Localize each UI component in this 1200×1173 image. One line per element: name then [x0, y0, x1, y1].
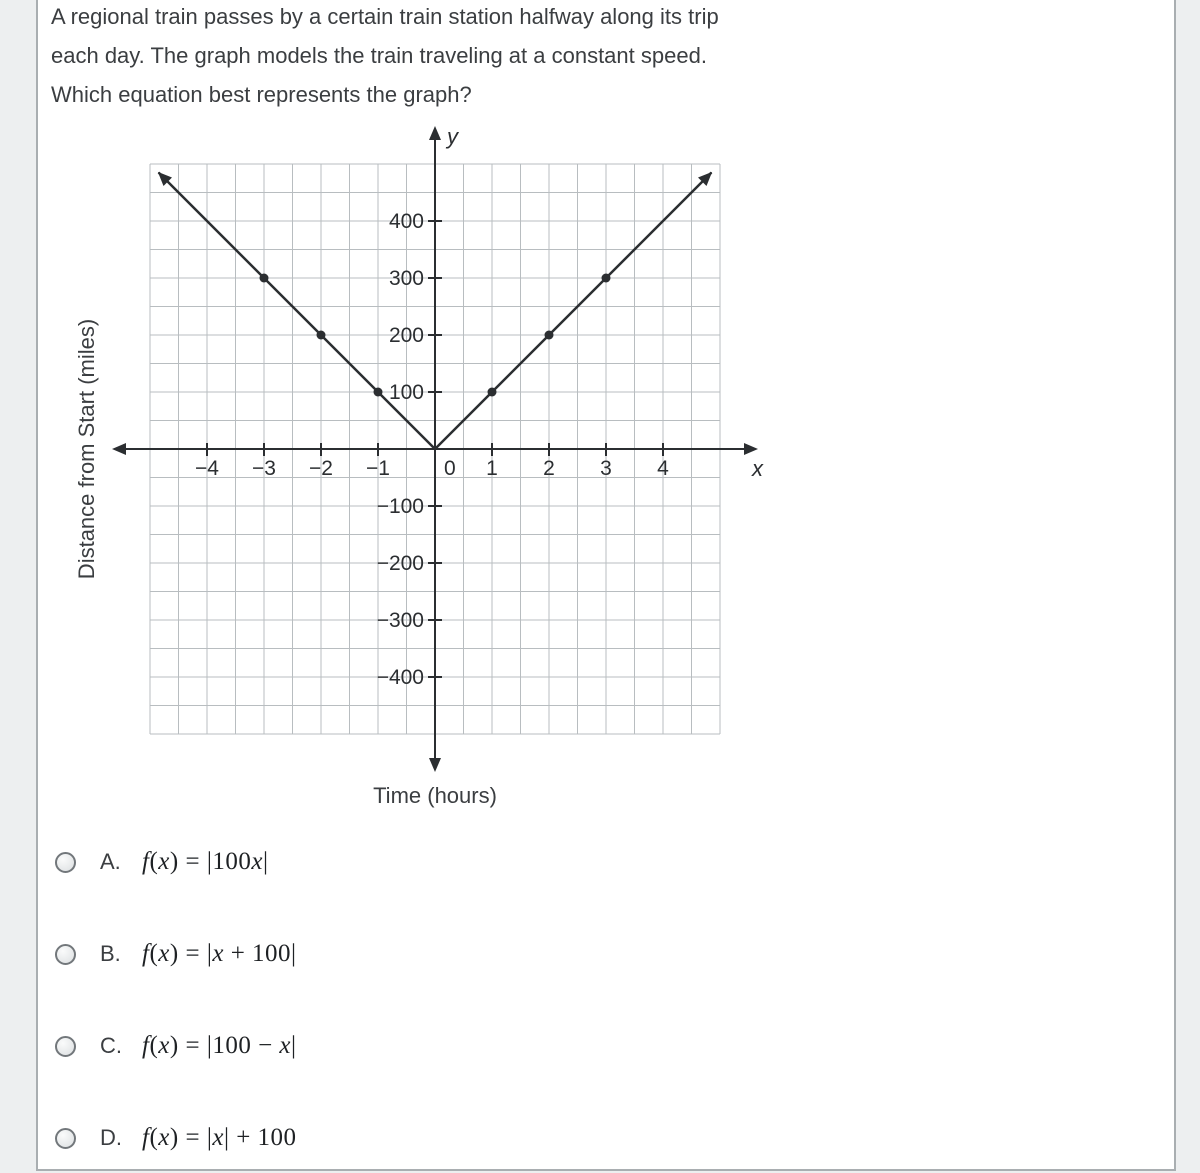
- y-axis-title: Distance from Start (miles): [74, 318, 100, 580]
- svg-text:−3: −3: [252, 457, 276, 480]
- absolute-value-function-graph: [105, 119, 765, 779]
- question-card: [36, 0, 1176, 1171]
- option-c-radio-button[interactable]: [55, 1036, 76, 1057]
- svg-text:−4: −4: [195, 457, 219, 480]
- option-a-formula: f(x) = |100x|: [142, 848, 269, 875]
- svg-text:200: 200: [388, 324, 424, 347]
- svg-text:−1: −1: [366, 457, 390, 480]
- answer-option-c[interactable]: [55, 1029, 1174, 1063]
- option-a-letter: A.: [100, 849, 121, 874]
- svg-text:300: 300: [388, 267, 424, 290]
- graph-block: [51, 119, 1174, 809]
- svg-text:2: 2: [543, 457, 555, 480]
- answer-options: [55, 845, 1174, 1155]
- answer-option-b[interactable]: [55, 937, 1174, 971]
- svg-text:1: 1: [486, 457, 498, 480]
- svg-text:−400: −400: [376, 666, 424, 689]
- option-b-letter: B.: [100, 941, 121, 966]
- svg-text:100: 100: [388, 381, 424, 404]
- svg-text:3: 3: [600, 457, 612, 480]
- svg-text:−200: −200: [376, 552, 424, 575]
- svg-text:0: 0: [444, 457, 456, 480]
- svg-text:x: x: [752, 456, 763, 481]
- question-text: A regional train passes by a certain train station halfway along its trip each day. The graph models the train traveling at a constant speed. Which equation best represents the graph?: [51, 4, 719, 107]
- x-axis-title: Time (hours): [373, 783, 497, 808]
- answer-option-a[interactable]: [55, 845, 1174, 879]
- svg-text:y: y: [447, 124, 458, 149]
- option-a-radio-button[interactable]: [55, 852, 76, 873]
- option-c-letter: C.: [100, 1033, 122, 1058]
- svg-text:400: 400: [388, 210, 424, 233]
- option-b-radio-button[interactable]: [55, 944, 76, 965]
- y-axis-title-wrap: [69, 119, 105, 779]
- option-d-radio-button[interactable]: [55, 1128, 76, 1149]
- option-d-formula: f(x) = |x| + 100: [142, 1124, 297, 1151]
- option-b-formula: f(x) = |x + 100|: [142, 940, 297, 967]
- svg-text:4: 4: [657, 457, 669, 480]
- svg-text:−2: −2: [309, 457, 333, 480]
- option-d-letter: D.: [100, 1125, 122, 1150]
- option-c-formula: f(x) = |100 − x|: [142, 1032, 297, 1059]
- svg-text:−100: −100: [376, 495, 424, 518]
- svg-text:−300: −300: [376, 609, 424, 632]
- answer-option-d[interactable]: [55, 1121, 1174, 1155]
